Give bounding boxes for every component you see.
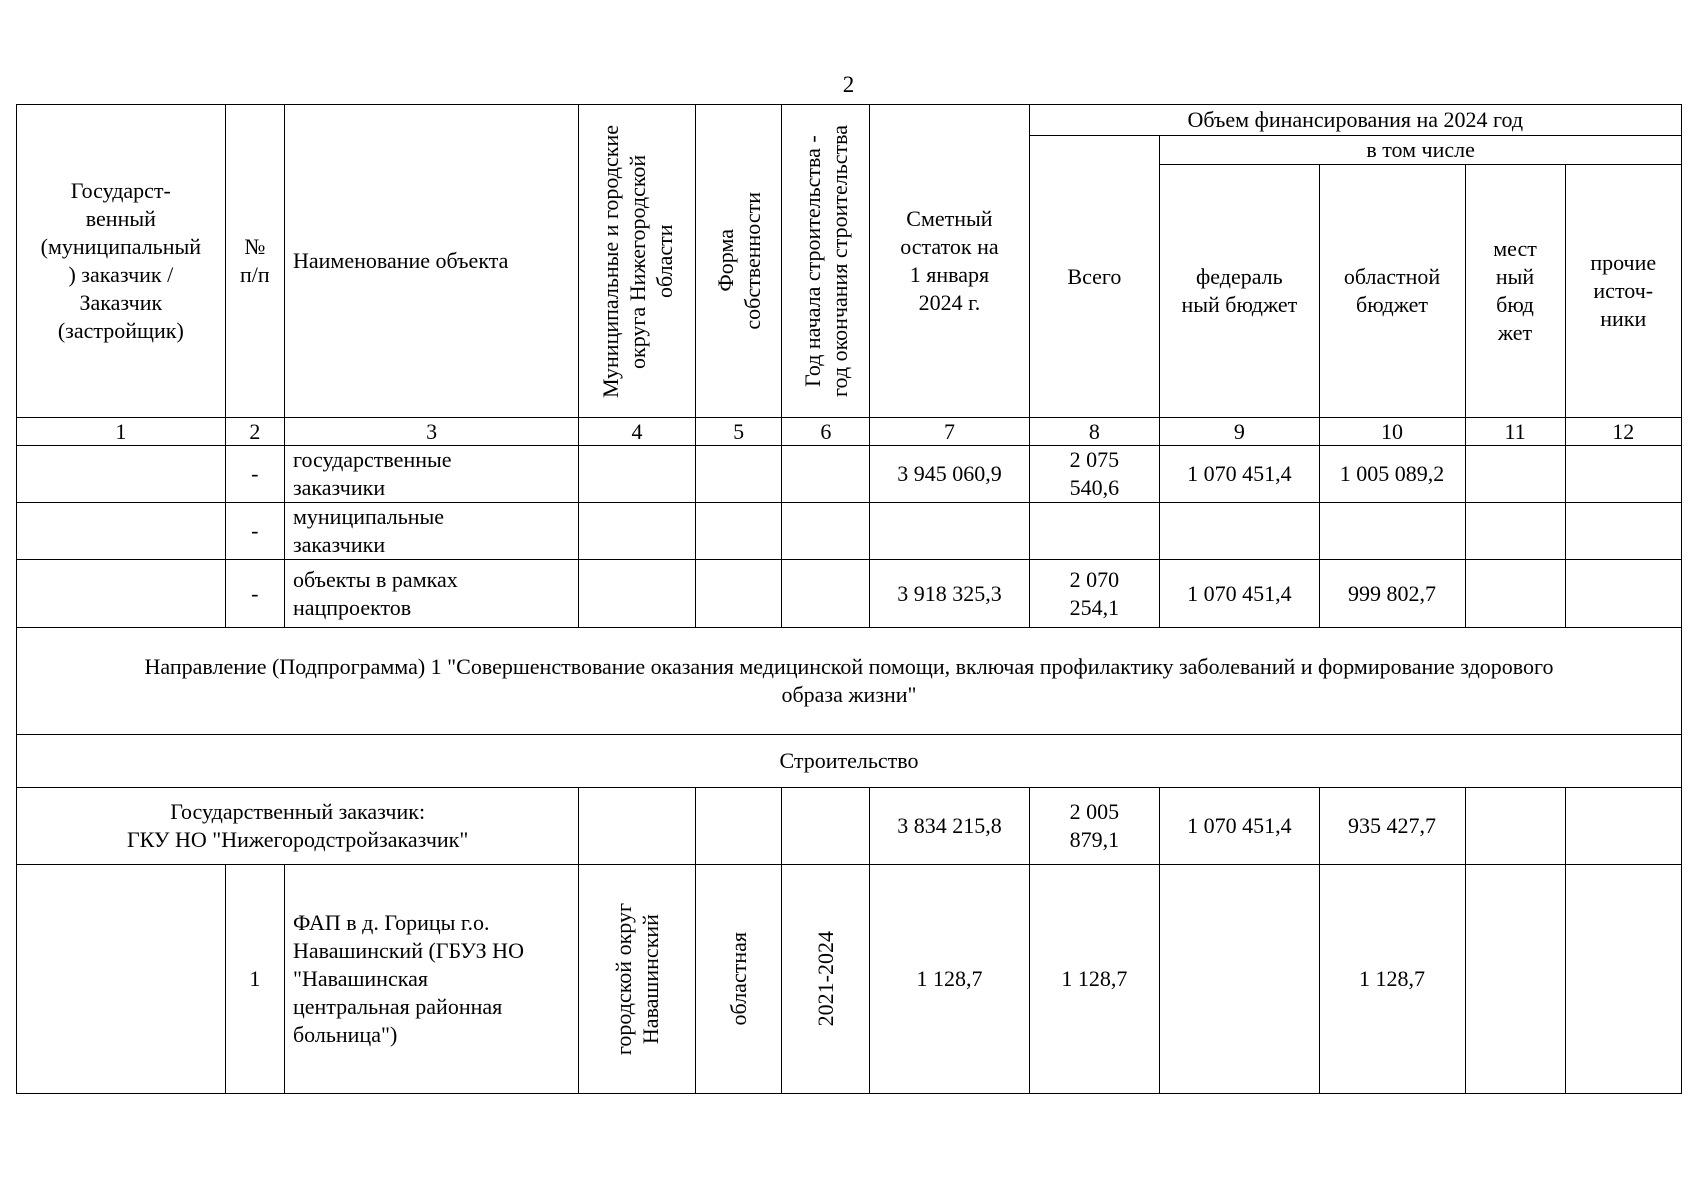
- empty-cell: [1465, 788, 1565, 865]
- empty-cell: [17, 865, 226, 1094]
- row-federal: [1160, 503, 1319, 560]
- object-name: ФАП в д. Горицы г.о. Навашинский (ГБУЗ НО "Навашинская центральная районная больница"): [284, 865, 578, 1094]
- header-years: Год начала строительства - год окончания строительства: [799, 125, 852, 397]
- section-construction-heading: Строительство: [17, 735, 1682, 788]
- header-district: Муниципальные и городские округа Нижегородской области: [597, 124, 677, 398]
- header-federal-budget: федераль ный бюджет: [1160, 165, 1319, 418]
- empty-cell: [1565, 503, 1682, 560]
- empty-cell: [782, 788, 870, 865]
- empty-cell: [579, 446, 695, 503]
- table-row: [17, 503, 1682, 560]
- empty-cell: [1465, 446, 1565, 503]
- row-federal: 1 070 451,4: [1160, 560, 1319, 628]
- object-years: 2021-2024: [813, 931, 839, 1027]
- column-number: 2: [225, 418, 284, 446]
- column-number: 1: [17, 418, 226, 446]
- column-numbers-row: [17, 418, 1682, 446]
- header-object-name: Наименование объекта: [284, 105, 578, 418]
- row-federal: 1 070 451,4: [1160, 446, 1319, 503]
- customer-total: 2 005 879,1: [1029, 788, 1160, 865]
- object-local: [1465, 865, 1565, 1094]
- header-ownership: Форма собственности: [712, 192, 765, 330]
- empty-cell: [17, 560, 226, 628]
- row-name: государственные заказчики: [284, 446, 578, 503]
- empty-cell: [695, 503, 782, 560]
- object-ownership-cell: [695, 865, 782, 1094]
- header-local-budget: мест ный бюд жет: [1465, 165, 1565, 418]
- header-estimate-balance: Сметный остаток на 1 января 2024 г.: [870, 105, 1029, 418]
- row-total: [1029, 503, 1160, 560]
- empty-cell: [17, 503, 226, 560]
- column-number: 3: [284, 418, 578, 446]
- empty-cell: [17, 446, 226, 503]
- customer-regional: 935 427,7: [1319, 788, 1465, 865]
- column-number: 9: [1160, 418, 1319, 446]
- row-number: -: [225, 503, 284, 560]
- header-customer: Государст- венный (муниципальный ) заказчик / Заказчик (застройщик): [17, 105, 226, 418]
- customer-row: [17, 788, 1682, 865]
- column-number: 4: [579, 418, 695, 446]
- object-number: 1: [225, 865, 284, 1094]
- table-row: [17, 446, 1682, 503]
- object-row: [17, 865, 1682, 1094]
- empty-cell: [695, 446, 782, 503]
- column-number: 6: [782, 418, 870, 446]
- object-district-cell: [579, 865, 695, 1094]
- column-number: 12: [1565, 418, 1682, 446]
- object-regional: 1 128,7: [1319, 865, 1465, 1094]
- empty-cell: [782, 446, 870, 503]
- object-total: 1 128,7: [1029, 865, 1160, 1094]
- customer-name: Государственный заказчик: ГКУ НО "Нижегородстройзаказчик": [17, 788, 579, 865]
- empty-cell: [782, 503, 870, 560]
- row-estimate: [870, 503, 1029, 560]
- table-row: [17, 560, 1682, 628]
- object-years-cell: [782, 865, 870, 1094]
- header-regional-budget: областной бюджет: [1319, 165, 1465, 418]
- row-regional: [1319, 503, 1465, 560]
- empty-cell: [579, 788, 695, 865]
- page-number: 2: [842, 72, 855, 97]
- header-number: № п/п: [225, 105, 284, 418]
- empty-cell: [579, 560, 695, 628]
- header-other-sources: прочие источ- ники: [1565, 165, 1682, 418]
- empty-cell: [1565, 788, 1682, 865]
- header-including: в том числе: [1160, 136, 1682, 165]
- customer-estimate: 3 834 215,8: [870, 788, 1029, 865]
- row-regional: 1 005 089,2: [1319, 446, 1465, 503]
- row-regional: 999 802,7: [1319, 560, 1465, 628]
- header-total: Всего: [1029, 136, 1160, 418]
- row-number: -: [225, 560, 284, 628]
- customer-federal: 1 070 451,4: [1160, 788, 1319, 865]
- empty-cell: [1565, 446, 1682, 503]
- object-district: городской округ Навашинский: [611, 902, 663, 1056]
- empty-cell: [1465, 503, 1565, 560]
- row-estimate: 3 918 325,3: [870, 560, 1029, 628]
- empty-cell: [1465, 560, 1565, 628]
- column-number: 8: [1029, 418, 1160, 446]
- header-years-cell: [782, 105, 870, 418]
- column-number: 7: [870, 418, 1029, 446]
- row-total: 2 070 254,1: [1029, 560, 1160, 628]
- object-estimate: 1 128,7: [870, 865, 1029, 1094]
- row-name: объекты в рамках нацпроектов: [284, 560, 578, 628]
- empty-cell: [579, 503, 695, 560]
- column-number: 11: [1465, 418, 1565, 446]
- header-funding-title: Объем финансирования на 2024 год: [1029, 105, 1681, 136]
- empty-cell: [695, 560, 782, 628]
- header-district-cell: [579, 105, 695, 418]
- empty-cell: [1565, 560, 1682, 628]
- row-estimate: 3 945 060,9: [870, 446, 1029, 503]
- column-number: 10: [1319, 418, 1465, 446]
- row-number: -: [225, 446, 284, 503]
- object-ownership: областная: [726, 932, 752, 1026]
- row-name: муниципальные заказчики: [284, 503, 578, 560]
- row-total: 2 075 540,6: [1029, 446, 1160, 503]
- financing-table: [16, 104, 1682, 1094]
- column-number: 5: [695, 418, 782, 446]
- section-direction-heading: Направление (Подпрограмма) 1 "Совершенствование оказания медицинской помощи, включая профилактику заболеваний и формирование здорового образа жизни": [17, 628, 1682, 735]
- object-other: [1565, 865, 1682, 1094]
- empty-cell: [695, 788, 782, 865]
- object-federal: [1160, 865, 1319, 1094]
- header-ownership-cell: [695, 105, 782, 418]
- empty-cell: [782, 560, 870, 628]
